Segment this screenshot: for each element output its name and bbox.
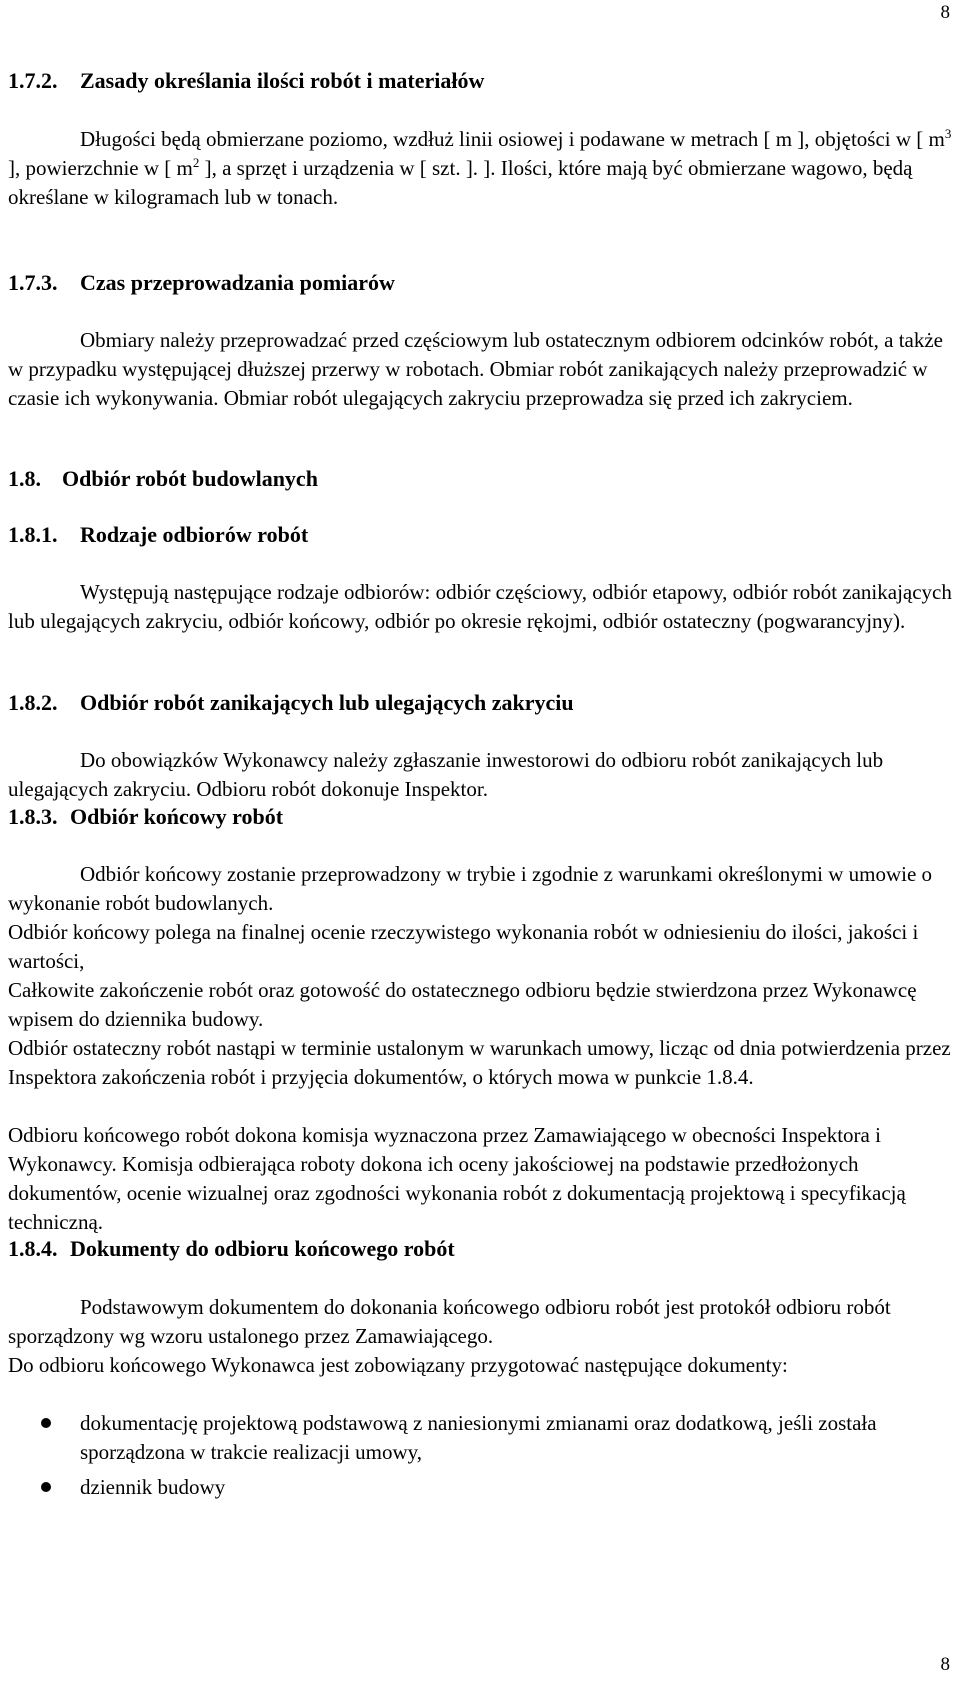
heading-1-8-4 (8, 1236, 455, 1262)
paragraph-1-8-3-c: Całkowite zakończenie robót oraz gotowość do ostatecznego odbioru będzie stwierdzona przez Wykonawcę wpisem do dziennika budowy. (8, 978, 917, 1031)
section-number: 1.8. (8, 466, 41, 491)
heading-1-8-2 (8, 690, 574, 716)
paragraph-1-8-3-e: Odbioru końcowego robót dokona komisja wyznaczona przez Zamawiającego w obecności Inspektora i Wykonawcy. Komisja odbierająca roboty dokona ich oceny jakościowej na podstawie przedłożonych dokumentów, ocenie wizualnej oraz zgodności wykonania robót z dokumentacją projektową i specyfikacją techniczną. (8, 1123, 906, 1234)
paragraph-1-8-1: Występują następujące rodzaje odbiorów: odbiór częściowy, odbiór etapowy, odbiór robót zanikających lub ulegających zakryciu, odbiór końcowy, odbiór po okresie rękojmi, odbiór ostateczny (pogwarancyjny). (8, 580, 952, 633)
section-number: 1.8.2. (8, 690, 58, 715)
paragraph-1-8-2: Do obowiązków Wykonawcy należy zgłaszanie inwestorowi do odbioru robót zanikających lub ulegających zakryciu. Odbioru robót dokonuje Inspektor. (8, 748, 884, 801)
paragraph-1-8-3-d: Odbiór ostateczny robót nastąpi w terminie ustalonym w warunkach umowy, licząc od dnia potwierdzenia przez Inspektora zakończenia robót i przyjęcia dokumentów, o których mowa w punkcie 1.8.4. (8, 1036, 951, 1089)
heading-1-8-3 (8, 804, 283, 830)
section-title: Dokumenty do odbioru końcowego robót (70, 1236, 455, 1261)
bullet-icon (41, 1418, 51, 1428)
page-number-top: 8 (940, 2, 950, 23)
list-item: dokumentację projektową podstawową z naniesionymi zmianami oraz dodatkową, jeśli została sporządzona w trakcie realizacji umowy, (8, 1409, 958, 1467)
heading-1-8 (8, 466, 318, 492)
section-title: Odbiór robót budowlanych (62, 466, 318, 491)
list-item: dziennik budowy (8, 1473, 958, 1502)
bullet-icon (41, 1482, 51, 1492)
section-title: Zasady określania ilości robót i materiałów (80, 68, 485, 93)
document-list (8, 1409, 958, 1508)
paragraph-1-7-2: Długości będą obmierzane poziomo, wzdłuż linii osiowej i podawane w metrach [ m ], objętości w [ $m^3$ ], powierzchnie w [ $m^2$ ], a sprzęt i urządzenia w [ szt. ]. ]. Ilości, które mają być obmierzane wagowo, będą określane w kilogramach lub w tonach. (8, 126, 952, 209)
heading-1-7-3 (8, 270, 395, 296)
paragraph-1-7-3: Obmiary należy przeprowadzać przed częściowym lub ostatecznym odbiorem odcinków robót, a także w przypadku występującej dłuższej przerwy w robotach. Obmiar robót zanikających należy przeprowadzić w czasie ich wykonywania. Obmiar robót ulegających zakryciu przeprowadza się przed ich zakryciem. (8, 328, 943, 410)
section-title: Rodzaje odbiorów robót (80, 522, 309, 547)
section-number: 1.7.3. (8, 270, 58, 295)
section-title: Odbiór robót zanikających lub ulegających zakryciu (80, 690, 574, 715)
paragraph-1-8-3-b: Odbiór końcowy polega na finalnej ocenie rzeczywistego wykonania robót w odniesieniu do ilości, jakości i wartości, (8, 920, 919, 973)
section-number: 1.8.1. (8, 522, 58, 547)
paragraph-1-8-4-a: Podstawowym dokumentem do dokonania końcowego odbioru robót jest protokół odbioru robót sporządzony wg wzoru ustalonego przez Zamawiającego. (8, 1295, 891, 1348)
section-number: 1.7.2. (8, 68, 58, 93)
paragraph-1-8-4-b: Do odbioru końcowego Wykonawca jest zobowiązany przygotować następujące dokumenty: (8, 1353, 788, 1377)
section-number: 1.8.4. (8, 1236, 58, 1261)
page-number-bottom: 8 (940, 1654, 950, 1675)
section-title: Czas przeprowadzania pomiarów (80, 270, 395, 295)
heading-1-7-2 (8, 68, 484, 94)
paragraph-1-8-3-a: Odbiór końcowy zostanie przeprowadzony w trybie i zgodnie z warunkami określonymi w umowie o wykonanie robót budowlanych. (8, 862, 933, 915)
heading-1-8-1 (8, 522, 308, 548)
section-number: 1.8.3. (8, 804, 58, 829)
section-title: Odbiór końcowy robót (70, 804, 284, 829)
